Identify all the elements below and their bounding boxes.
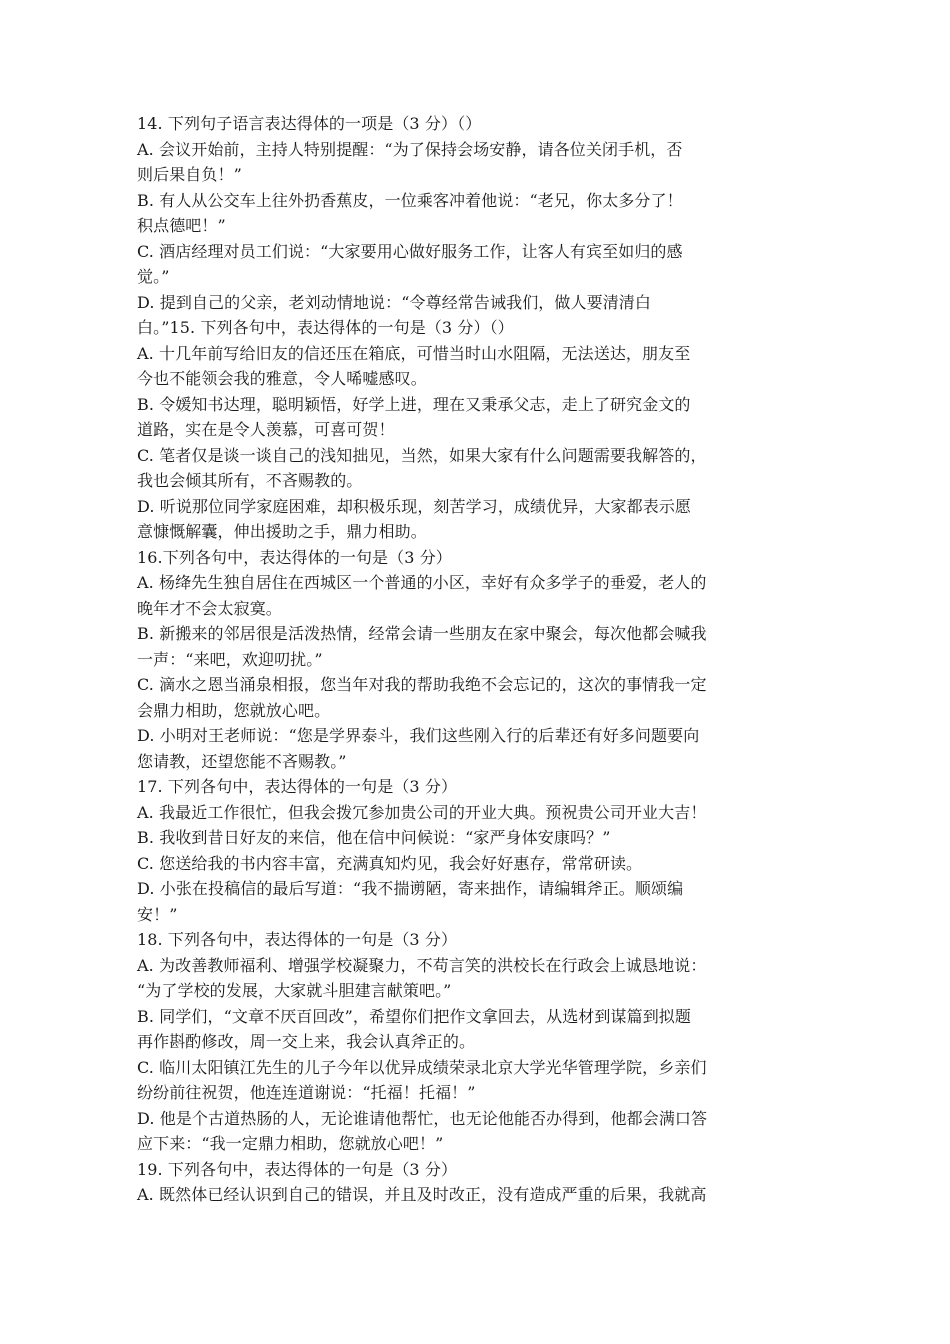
question-14-option-d: D. 提到自己的父亲，老刘动情地说：“令尊经常告诫我们，做人要清清白 (137, 292, 652, 312)
question-14-option-b: B. 有人从公交车上往外扔香蕉皮，一位乘客冲着他说：“老兄，你太多分了！ (137, 190, 683, 210)
question-18-option-a: A. 为改善教师福利、增强学校凝聚力，不苟言笑的洪校长在行政会上诚恳地说： (137, 955, 707, 975)
question-19-stem: 19. 下列各句中，表达得体的一句是（3 分） (137, 1159, 458, 1179)
question-15-stem: 白。”15. 下列各句中，表达得体的一句是（3 分）（） (137, 318, 514, 337)
question-16-stem: 16.下列各句中，表达得体的一句是（3 分） (137, 547, 452, 567)
question-18-option-b: B. 同学们，“文章不厌百回改”，希望你们把作文拿回去，从选材到谋篇到拟题 (137, 1006, 691, 1026)
question-16-option-c: C. 滴水之恩当涌泉相报，您当年对我的帮助我绝不会忘记的，这次的事情我一定 (137, 675, 707, 694)
question-15-option-d: D. 听说那位同学家庭困难，却积极乐现，刻苦学习，成绩优异，大家都表示愿 (137, 496, 692, 516)
question-18-option-a-cont: “为了学校的发展，大家就斗胆建言献策吧。” (137, 981, 452, 1000)
question-18-option-d-cont: 应下来：“我一定鼎力相助，您就放心吧！” (137, 1134, 444, 1153)
question-19-option-a: A. 既然体已经认识到自己的错误，并且及时改正，没有造成严重的后果，我就高 (137, 1185, 707, 1204)
question-14-option-a-cont: 则后果自负！” (137, 165, 242, 184)
question-16-option-b-cont: 一声：“来吧，欢迎叨扰。” (137, 649, 323, 669)
question-16-option-a: A. 杨绛先生独自居住在西城区一个普通的小区，幸好有众多学子的垂爱，老人的 (137, 573, 707, 592)
question-18-option-c: C. 临川太阳镇江先生的儿子今年以优异成绩荣录北京大学光华管理学院，乡亲们 (137, 1057, 707, 1077)
question-14-option-c-cont: 觉。” (137, 267, 170, 286)
question-16-option-d: D. 小明对王老师说：“您是学界泰斗，我们这些刚入行的后辈还有好多问题要向 (137, 726, 700, 745)
question-15-option-d-cont: 意慷慨解囊，伸出援助之手，鼎力相助。 (137, 522, 427, 541)
question-17-option-c: C. 您送给我的书内容丰富，充满真知灼见，我会好好惠存，常常研读。 (137, 853, 643, 873)
question-16-option-c-cont: 会鼎力相助，您就放心吧。 (137, 700, 331, 720)
question-15-option-b: B. 令媛知书达理，聪明颖悟，好学上进，理在又秉承父志，走上了研究金文的 (137, 394, 691, 414)
question-18-option-d: D. 他是个古道热肠的人，无论谁请他帮忙，也无论他能否办得到，他都会满口答 (137, 1108, 708, 1128)
question-15-option-a-cont: 今也不能领会我的雅意，令人唏嘘感叹。 (137, 369, 427, 388)
question-14-stem: 14. 下列句子语言表达得体的一项是（3 分）（） (137, 114, 482, 133)
question-17-option-d-cont: 安！” (137, 904, 178, 924)
question-17-option-b: B. 我收到昔日好友的来信，他在信中问候说：“家严身体安康吗？” (137, 828, 611, 847)
question-16-option-a-cont: 晚年才不会太寂寞。 (137, 598, 282, 618)
question-15-option-a: A. 十几年前写给旧友的信还压在箱底，可惜当时山水阻隔，无法送达，朋友至 (137, 343, 691, 363)
question-18-stem: 18. 下列各句中，表达得体的一句是（3 分） (137, 930, 458, 949)
question-14-option-b-cont: 积点德吧！” (137, 216, 226, 235)
question-16-option-d-cont: 您请教，还望您能不吝赐教。” (137, 751, 347, 771)
question-17-option-d: D. 小张在投稿信的最后写道：“我不揣谫陋，寄来拙作，请编辑斧正。顺颂编 (137, 879, 684, 898)
question-17-stem: 17. 下列各句中，表达得体的一句是（3 分） (137, 777, 458, 796)
document-text-body (137, 111, 817, 1208)
question-18-option-b-cont: 再作斟酌修改，周一交上来，我会认真斧正的。 (137, 1032, 476, 1051)
question-18-option-c-cont: 纷纷前往祝贺，他连连道谢说：“托福！托福！” (137, 1083, 476, 1102)
question-17-option-a: A. 我最近工作很忙，但我会拨冗参加贵公司的开业大典。预祝贵公司开业大吉！ (137, 802, 707, 822)
question-15-option-c: C. 笔者仅是谈一谈自己的浅知拙见，当然，如果大家有什么问题需要我解答的， (137, 445, 707, 465)
question-15-option-c-cont: 我也会倾其所有，不吝赐教的。 (137, 471, 363, 490)
question-16-option-b: B. 新搬来的邻居很是活泼热情，经常会请一些朋友在家中聚会，每次他都会喊我 (137, 624, 707, 643)
question-14-option-a: A. 会议开始前，主持人特别提醒：“为了保持会场安静，请各位关闭手机，否 (137, 139, 683, 159)
question-14-option-c: C. 酒店经理对员工们说：“大家要用心做好服务工作，让客人有宾至如归的感 (137, 241, 683, 261)
question-15-option-b-cont: 道路，实在是令人羡慕，可喜可贺！ (137, 420, 395, 439)
